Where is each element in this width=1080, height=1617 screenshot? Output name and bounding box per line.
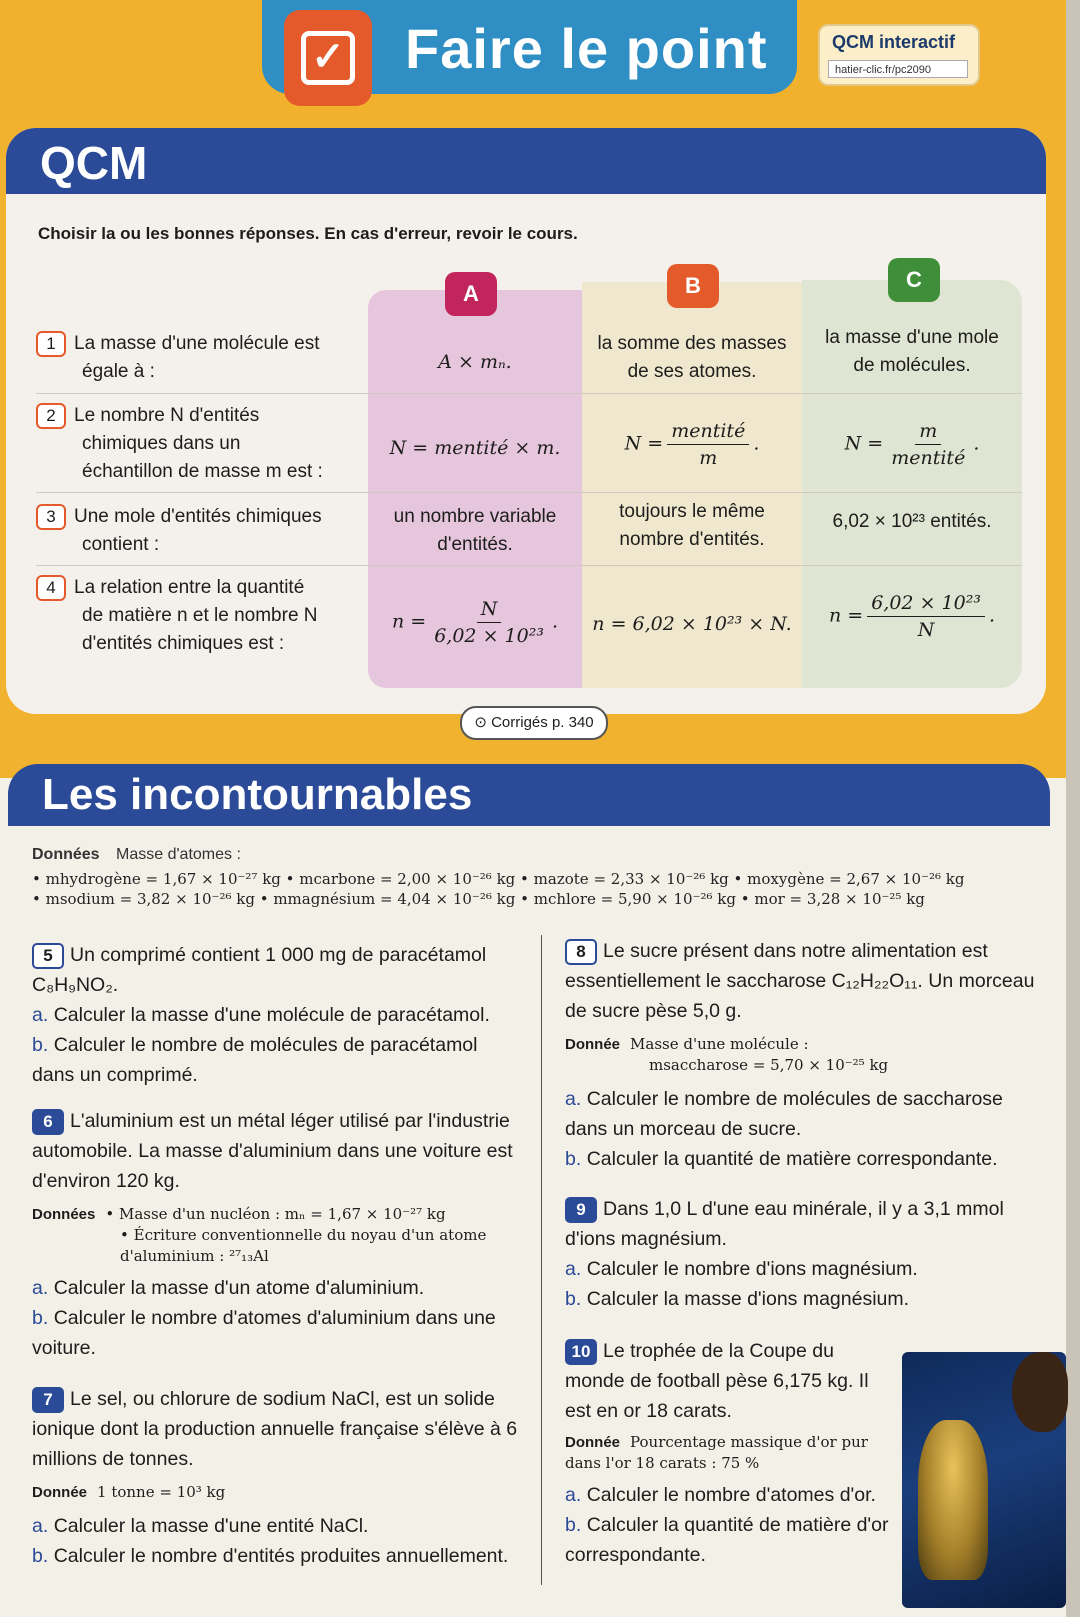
answer-line: d'entités. (437, 534, 513, 555)
answer-4a[interactable]: n = $\frac{N}{\text{6,02 × 10²³}}$ . (392, 598, 558, 647)
row-divider (36, 393, 1022, 394)
question-1 (36, 330, 366, 386)
answer-1b[interactable] (584, 330, 800, 386)
answer-lhs: N = (624, 432, 664, 455)
exercise-8-data (565, 1034, 1045, 1076)
incontournables-heading-bar (8, 764, 1050, 826)
answer-line: la somme des masses (597, 333, 787, 354)
exercise-text: Le sel, ou chlorure de sodium NaCl, est un solide ionique dont la production annuelle française s'élève à 6 millions de tonnes. (32, 1388, 518, 1470)
donnees-line-1: • mhydrogène = 1,67 × 10⁻²⁷ kg • mcarbone = 2,00 × 10⁻²⁶ kg • mazote = 2,33 × 10⁻²⁶ kg • moxygène = 2,67 × 10⁻²⁶ kg (32, 870, 965, 888)
question-4 (36, 574, 366, 658)
answer-3c[interactable]: 6,02 × 10²³ entités. (832, 511, 992, 532)
exercise-text: Le sucre présent dans notre alimentation est essentiellement le saccharose C₁₂H₂₂O₁₁. Un morceau de sucre pèse 5,0 g. (565, 940, 1035, 1022)
exercise-10-data (565, 1432, 889, 1474)
donnees-line-2: • msodium = 3,82 × 10⁻²⁶ kg • mmagnésium = 4,04 × 10⁻²⁶ kg • mchlore = 5,90 × 10⁻²⁶ kg • mor = 3,28 × 10⁻²⁵ kg (32, 890, 925, 908)
player-image (1012, 1352, 1068, 1432)
data-line: • Masse d'un nucléon : mₙ = 1,67 × 10⁻²⁷ kg (105, 1205, 446, 1223)
donnees-title: Masse d'atomes : (116, 846, 241, 863)
question-text: Une mole d'entités chimiques (74, 506, 322, 527)
exercise-question: Calculer la quantité de matière correspondante. (586, 1148, 998, 1170)
question-text: de matière n et le nombre N (82, 605, 318, 626)
fraction-denominator: N (917, 619, 935, 641)
exercise-number: 7 (32, 1387, 64, 1413)
exercise-10 (565, 1336, 889, 1570)
fraction-numerator: m (915, 418, 941, 445)
item-label: b. (565, 1288, 582, 1310)
exercise-number: 8 (565, 939, 597, 965)
item-label: b. (32, 1545, 49, 1567)
question-text: échantillon de masse m est : (82, 461, 323, 482)
qcm-interactif-badge[interactable] (818, 24, 980, 86)
answer-3a[interactable] (372, 503, 578, 559)
item-label: b. (565, 1514, 582, 1536)
item-label: a. (32, 1277, 49, 1299)
exercise-question: Calculer le nombre de molécules de saccharose dans un morceau de sucre. (565, 1088, 1003, 1140)
question-2 (36, 402, 366, 486)
exercise-question: Calculer la masse d'un atome d'aluminium. (53, 1277, 425, 1299)
answer-1c[interactable] (804, 324, 1020, 380)
answer-line: de ses atomes. (627, 361, 757, 382)
exercise-6-data (32, 1204, 520, 1267)
fraction-denominator: m (699, 447, 718, 469)
data-label: Donnée (565, 1036, 621, 1053)
answer-line: de molécules. (853, 355, 971, 376)
question-3 (36, 503, 366, 559)
answer-3b[interactable] (584, 498, 800, 554)
exercise-number: 10 (565, 1339, 597, 1365)
item-label: a. (565, 1484, 582, 1506)
question-number: 3 (36, 504, 66, 530)
play-circle-icon: ⊙ (474, 714, 492, 731)
fraction-numerator: 6,02 × 10²³ (867, 590, 985, 617)
exercise-5 (32, 940, 520, 1090)
item-label: b. (32, 1307, 49, 1329)
item-label: a. (32, 1515, 49, 1537)
item-label: a. (565, 1258, 582, 1280)
exercise-number: 9 (565, 1197, 597, 1223)
exercise-question: Calculer la masse d'ions magnésium. (586, 1288, 910, 1310)
donnees-header (32, 846, 241, 864)
answer-line: la masse d'une mole (825, 327, 999, 348)
question-text: chimiques dans un (82, 433, 241, 454)
exercise-number: 6 (32, 1109, 64, 1135)
data-line: msaccharose = 5,70 × 10⁻²⁵ kg (649, 1056, 889, 1074)
data-line: • Écriture conventionnelle du noyau d'un atome d'aluminium : ²⁷₁₃Al (120, 1226, 487, 1265)
data-line: 1 tonne = 10³ kg (97, 1483, 226, 1501)
page-edge (1066, 0, 1080, 1617)
trophy-image (918, 1420, 988, 1580)
exercise-text: Un comprimé contient 1 000 mg de paracétamol C₈H₉NO₂. (32, 944, 487, 996)
answer-2a[interactable]: N = mentité × m. (389, 437, 561, 459)
question-text: Le nombre N d'entités (74, 405, 260, 426)
exercise-7-data (32, 1482, 520, 1503)
qcm-heading: QCM (40, 137, 148, 189)
column-divider (541, 935, 542, 1585)
qcm-heading-bar (6, 128, 1046, 194)
answer-4c[interactable]: n = $\frac{\text{6,02 × 10²³}}{N}$ . (829, 592, 995, 641)
answer-1a[interactable]: A × mₙ. (438, 351, 512, 373)
qcm-interactif-label: QCM interactif (832, 32, 956, 52)
incontournables-heading: Les incontournables (42, 770, 473, 819)
answer-lhs: n = (829, 604, 864, 627)
qcm-instruction: Choisir la ou les bonnes réponses. En cas d'erreur, revoir le cours. (38, 224, 578, 243)
data-label: Donnée (32, 1484, 88, 1501)
answer-2c[interactable]: N = $\frac{m}{\text{mentité}}$ . (844, 420, 980, 469)
column-c-badge: C (888, 258, 940, 302)
qcm-url[interactable]: hatier-clic.fr/pc2090 (828, 60, 968, 78)
fraction-denominator: 6,02 × 10²³ (434, 625, 544, 647)
question-number: 1 (36, 331, 66, 357)
question-text: La masse d'une molécule est (74, 333, 320, 354)
exercise-9 (565, 1194, 1045, 1314)
exercise-question: Calculer le nombre d'ions magnésium. (586, 1258, 918, 1280)
column-b-badge: B (667, 264, 719, 308)
data-line: Pourcentage massique d'or pur dans l'or 18 carats : 75 % (565, 1433, 868, 1472)
item-label: a. (32, 1004, 49, 1026)
question-number: 4 (36, 575, 66, 601)
fraction-numerator: mentité (667, 418, 749, 445)
exercise-question: Calculer le nombre d'atomes d'aluminium dans une voiture. (32, 1307, 496, 1359)
question-text: d'entités chimiques est : (82, 633, 285, 654)
exercise-7 (32, 1384, 520, 1571)
answer-lhs: N = (844, 432, 884, 455)
exercise-8 (565, 936, 1045, 1174)
row-divider (36, 565, 1022, 566)
question-text: égale à : (82, 361, 155, 382)
exercise-question: Calculer la quantité de matière d'or correspondante. (565, 1514, 889, 1566)
exercise-question: Calculer la masse d'une entité NaCl. (53, 1515, 369, 1537)
answer-lhs: n = (392, 610, 427, 633)
answer-line: nombre d'entités. (619, 529, 765, 550)
answer-4b[interactable]: n = 6,02 × 10²³ × N. (592, 613, 792, 635)
page-title: Faire le point (405, 17, 768, 80)
question-text: contient : (82, 534, 160, 555)
data-line: Masse d'une molécule : (630, 1035, 809, 1053)
question-text: La relation entre la quantité (74, 577, 305, 598)
answer-line: un nombre variable (393, 506, 557, 527)
exercise-text: Le trophée de la Coupe du monde de football pèse 6,175 kg. Il est en or 18 carats. (565, 1340, 869, 1422)
corriges-link[interactable] (460, 706, 608, 740)
exercise-text: L'aluminium est un métal léger utilisé par l'industrie automobile. La masse d'aluminium dans une voiture est d'environ 120 kg. (32, 1110, 513, 1192)
item-label: a. (565, 1088, 582, 1110)
item-label: b. (32, 1034, 49, 1056)
column-a-badge: A (445, 272, 497, 316)
corriges-label: Corrigés p. 340 (491, 714, 594, 731)
row-divider (36, 492, 1022, 493)
answer-line: toujours le même (619, 501, 765, 522)
data-label: Données (32, 1206, 96, 1223)
exercise-question: Calculer le nombre d'entités produites annuellement. (53, 1545, 509, 1567)
exercise-question: Calculer le nombre d'atomes d'or. (586, 1484, 876, 1506)
exercise-question: Calculer la masse d'une molécule de paracétamol. (53, 1004, 490, 1026)
check-square-icon: ✓ (284, 10, 372, 106)
exercise-6 (32, 1106, 520, 1363)
exercise-text: Dans 1,0 L d'une eau minérale, il y a 3,1 mmol d'ions magnésium. (565, 1198, 1004, 1250)
item-label: b. (565, 1148, 582, 1170)
exercise-question: Calculer le nombre de molécules de paracétamol dans un comprimé. (32, 1034, 478, 1086)
data-label: Donnée (565, 1434, 621, 1451)
answer-2b[interactable]: N = $\frac{\text{mentité}}{m}$ . (624, 420, 760, 469)
exercise-number: 5 (32, 943, 64, 969)
fraction-numerator: N (477, 596, 502, 623)
donnees-label: Données (32, 846, 100, 863)
fraction-denominator: mentité (891, 447, 966, 469)
question-number: 2 (36, 403, 66, 429)
